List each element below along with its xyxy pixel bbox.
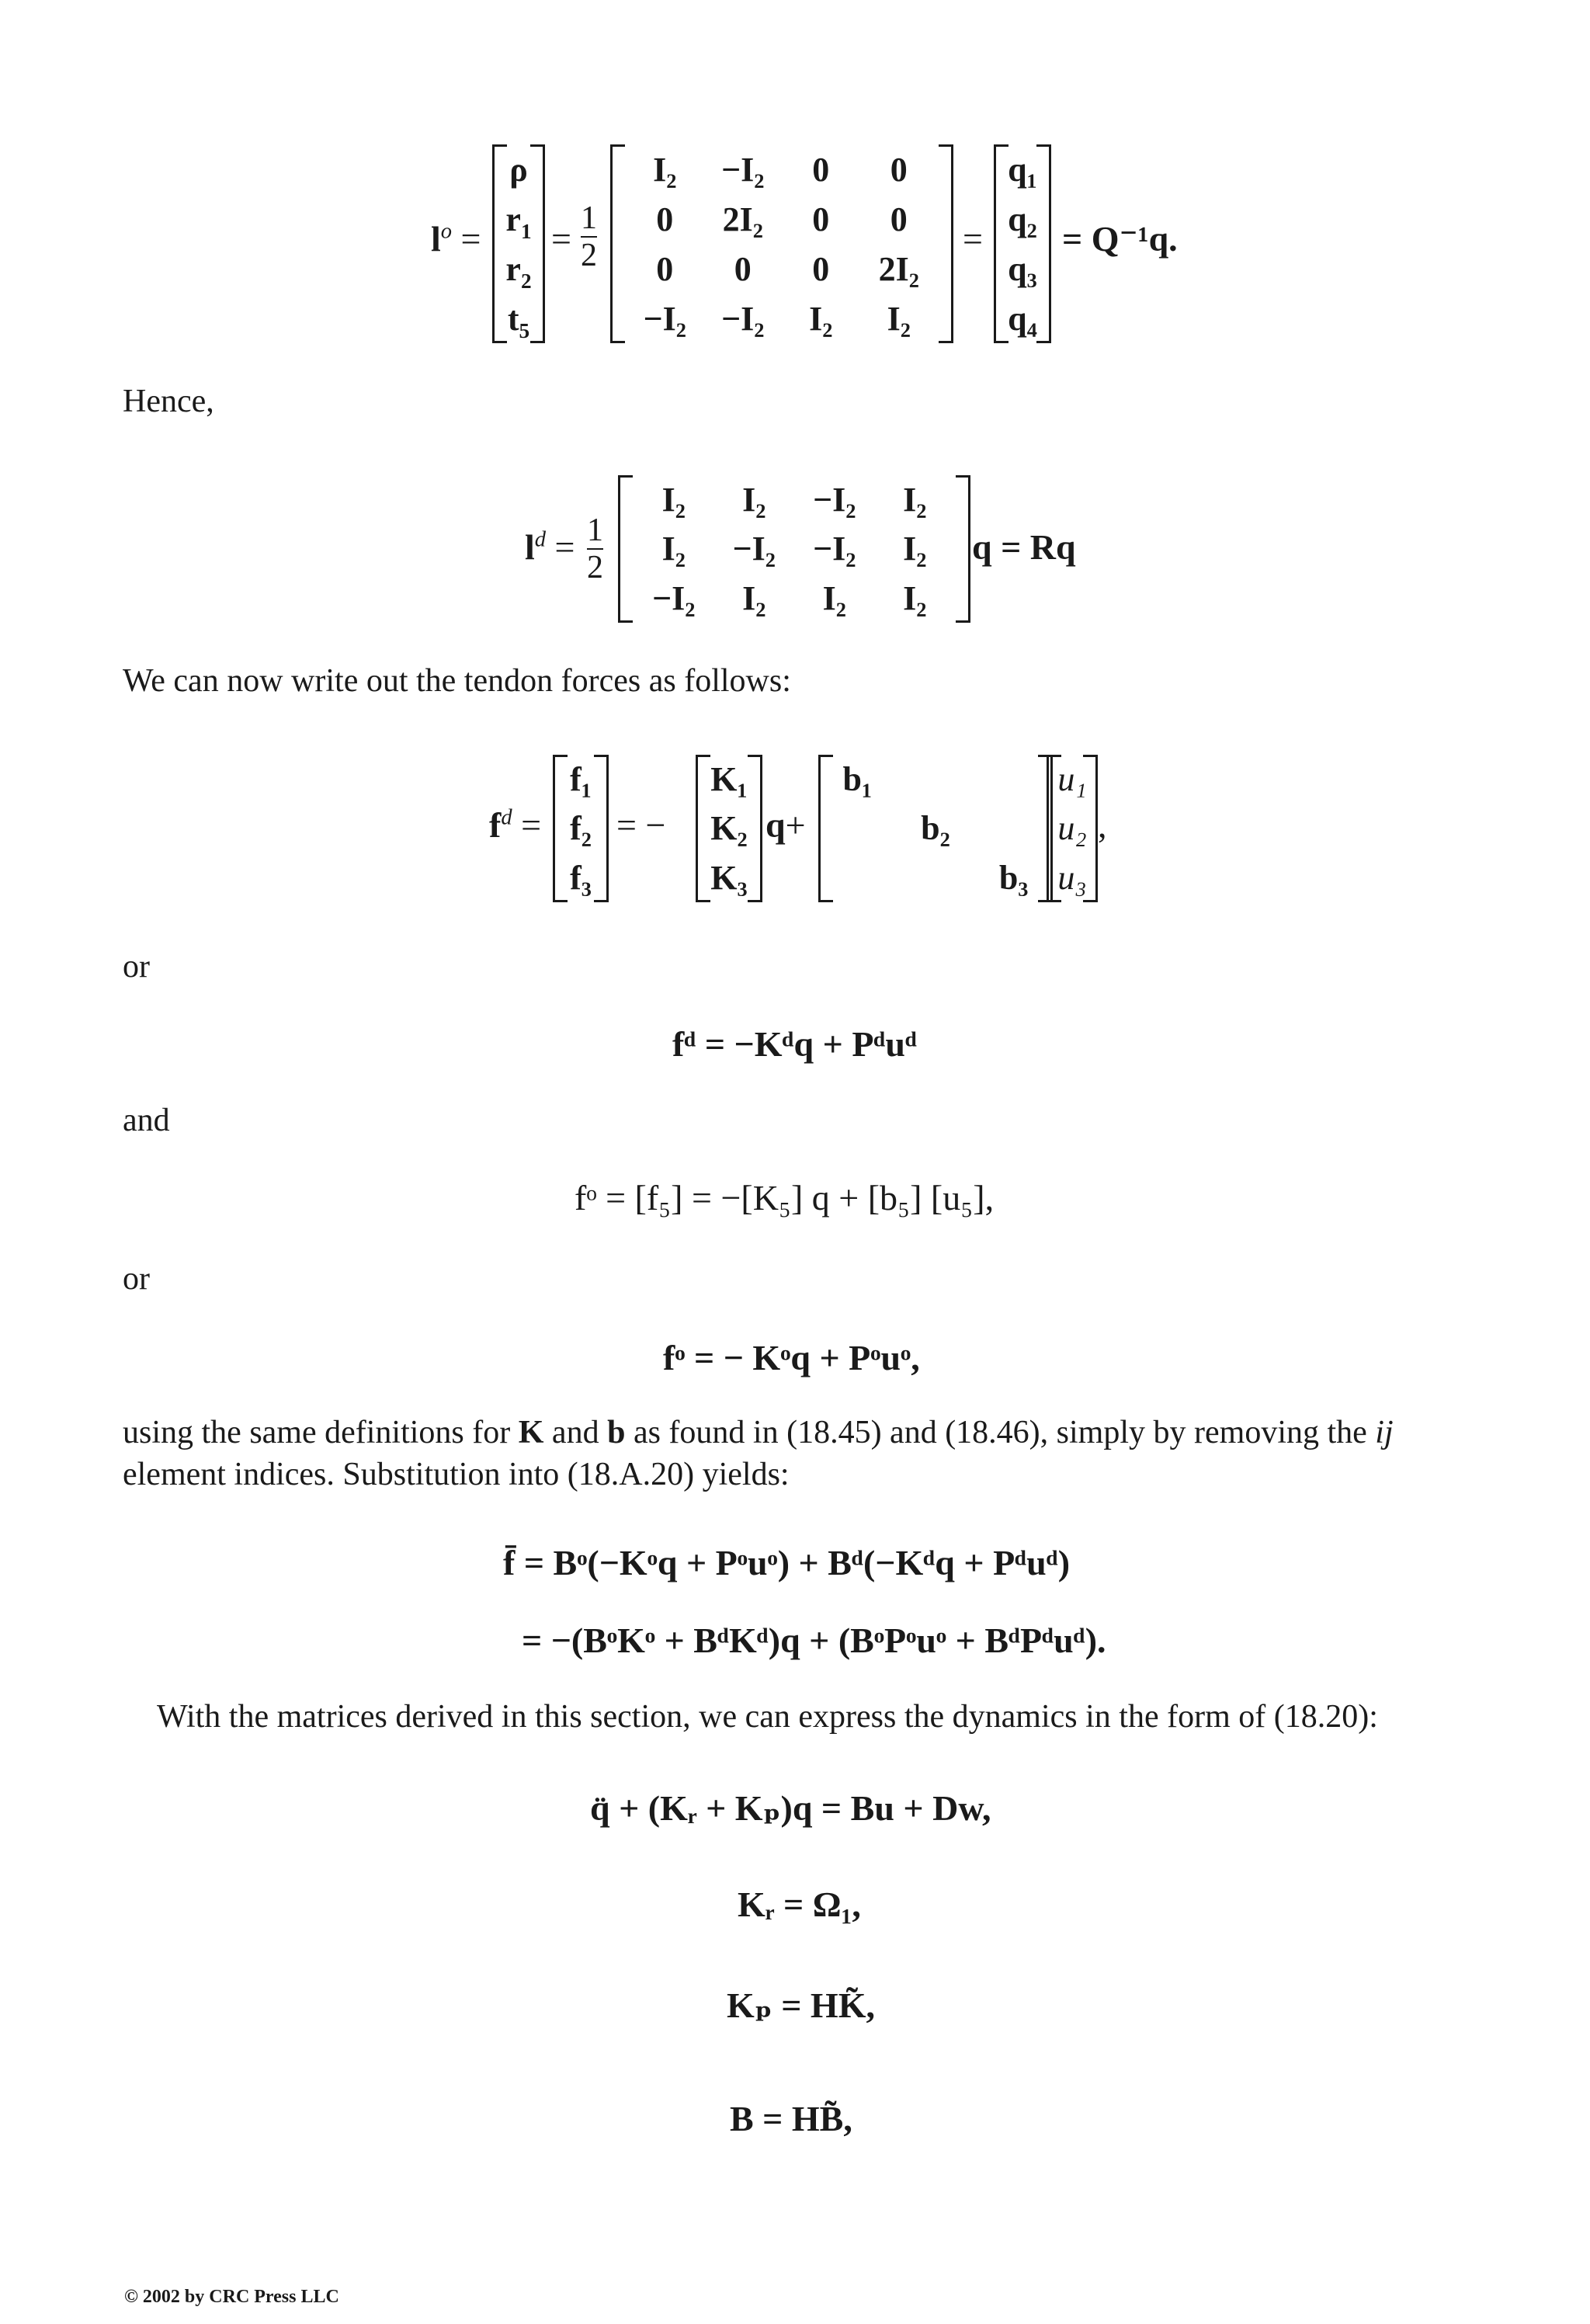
- eq2-fraction: 1 2: [587, 512, 603, 585]
- eq2-matrix-cell: I₂: [822, 578, 846, 617]
- text-or-2: or: [123, 1261, 150, 1297]
- eq1-matrix-cell: −I₂: [721, 150, 765, 189]
- eq3-f-vector: f₁ f₂ f₃: [553, 755, 609, 902]
- eq3-lhs: $f^d$ =: [489, 805, 542, 845]
- eq2-matrix-cell: −I₂: [813, 530, 856, 568]
- eq1-matrix-cell: 0: [890, 150, 908, 189]
- eq1-matrix-cell: 0: [734, 249, 752, 288]
- eq1-matrix-cell: 0: [656, 200, 674, 238]
- eq1-vector: ρ $r_1$ $r_2$ $t_5$: [492, 144, 545, 343]
- eq2-matrix-cell: I₂: [661, 481, 686, 519]
- eq2-matrix-cell: I₂: [661, 530, 686, 568]
- eq2-matrix-cell: I₂: [903, 578, 927, 617]
- copyright-footer: © 2002 by CRC Press LLC: [124, 2287, 339, 2307]
- eq1-q-vector: q₁ q₂ q₃ q₄: [994, 144, 1051, 343]
- equation-4: fᵈ = −Kᵈq + Pᵈuᵈ: [672, 1024, 918, 1064]
- eq1-fraction: 1 2: [581, 200, 597, 273]
- text-hence: Hence,: [123, 384, 214, 419]
- eq2-matrix-cell: −I₂: [813, 481, 856, 519]
- eq2-matrix-cell: I₂: [903, 481, 927, 519]
- eq3-k-vector: K₁ K₂ K₃: [696, 755, 762, 902]
- equation-7-line-1: f̄ = Bᵒ(−Kᵒq + Pᵒuᵒ) + Bᵈ(−Kᵈq + Pᵈuᵈ): [503, 1543, 1071, 1582]
- equation-8: q̈ + (Kᵣ + Kₚ)q = Bu + Dw,: [590, 1788, 991, 1828]
- eq1-matrix-cell: 2I₂: [722, 200, 763, 238]
- eq2-matrix-cell: −I₂: [652, 578, 696, 617]
- eq1-matrix-cell: −I₂: [721, 299, 765, 338]
- equation-7-line-2: = −(BᵒKᵒ + BᵈKᵈ)q + (BᵒPᵒuᵒ + BᵈPᵈuᵈ).: [522, 1621, 1106, 1660]
- text-tendon-forces: We can now write out the tendon forces as follows:: [123, 663, 791, 699]
- eq1-matrix-cell: 0: [656, 249, 674, 288]
- text-or-1: or: [123, 949, 150, 985]
- equation-5: fᵒ = [f₅] = −[K₅] q + [b₅] [u₅],: [575, 1178, 995, 1218]
- eq3-u-vector: u₁ u₂ u₃: [1047, 755, 1098, 902]
- eq1-matrix-cell: 0: [812, 200, 830, 238]
- paragraph-dynamics: With the matrices derived in this section, we can express the dynamics in the form of (18.20):: [157, 1699, 1378, 1735]
- equation-10: Kₚ = HK̃,: [727, 1985, 875, 2025]
- eq2-lhs: $l^d$ =: [525, 527, 575, 567]
- eq1-matrix-cell: 2I₂: [878, 249, 919, 288]
- eq1-matrix-cell: I₂: [809, 299, 833, 338]
- equation-11: B = HB̃,: [730, 2099, 852, 2138]
- eq2-matrix: [618, 475, 970, 623]
- eq1-matrix-cell: 0: [890, 200, 908, 238]
- eq1-matrix-cell: 0: [812, 150, 830, 189]
- eq3-b-diagonal: b₁ b₂ b₃: [818, 755, 1053, 902]
- paragraph-definitions: using the same definitions for K and b as found in (18.45) and (18.46), simply by removing the ij element indices. Substitution into (18.A.20) yields:: [123, 1415, 1394, 1492]
- eq2-matrix-cell: −I₂: [732, 530, 776, 568]
- eq1-matrix-cell: 0: [812, 249, 830, 288]
- eq2-result: q = Rq: [972, 527, 1076, 567]
- eq2-matrix-cell: I₂: [742, 481, 766, 519]
- eq2-matrix-cell: I₂: [903, 530, 927, 568]
- eq1-matrix-cell: I₂: [653, 150, 677, 189]
- eq1-matrix: [610, 144, 953, 343]
- eq1-result: = Q⁻¹q.: [1062, 219, 1178, 259]
- eq1-matrix-cell: −I₂: [643, 299, 686, 338]
- text-and: and: [123, 1103, 170, 1138]
- eq1-matrix-cell: I₂: [887, 299, 911, 338]
- equation-6: fᵒ = − Kᵒq + Pᵒuᵒ,: [663, 1338, 920, 1377]
- eq2-matrix-cell: I₂: [742, 578, 766, 617]
- eq1-lhs: $l^o$ =: [431, 219, 481, 259]
- equation-9: Kᵣ = Ω₁,: [738, 1885, 861, 1924]
